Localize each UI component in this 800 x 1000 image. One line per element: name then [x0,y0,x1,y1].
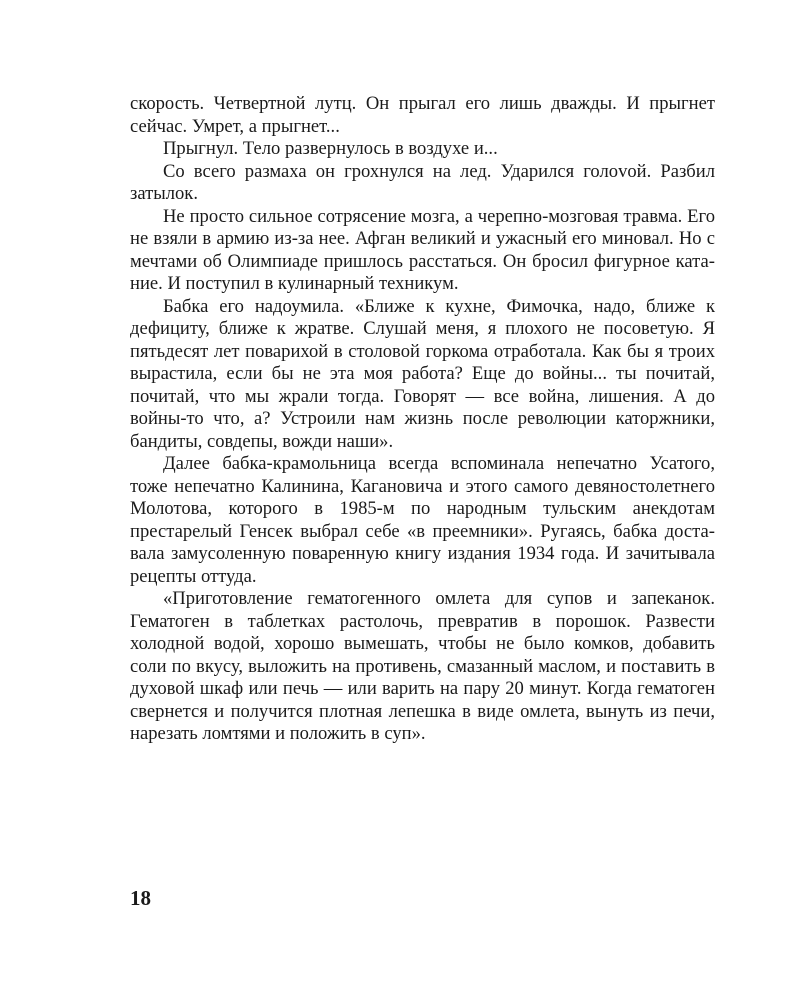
paragraph-4: Не просто сильное сотрясение мозга, а черепно-мозговая травма. Его не взяли в армию из-за нее. Афган великий и ужасный его миновал. Но с мечтами об Олимпиаде пришлось расстаться. Он бросил фигурное катание. И поступил в кулинарный техникум. [130,205,715,294]
paragraph-1: скорость. Четвертной лутц. Он прыгал его лишь дважды. И прыгнет сейчас. Умрет, а прыгнет... [130,93,715,137]
paragraph-7: «Приготовление гематогенного омлета для супов и запеканок. Гематоген в таблетках растолочь, превратив в порошок. Развести холодной водой, хорошо вымешать, чтобы не было комков, добавить соли по вкусу, выложить на противень, смазанный маслом, и поставить в духовой шкаф или печь — или варить на пару 20 минут. Когда гематоген свернется и получится плотная лепешка в виде омлета, вынуть из печи, нарезать ломтями и положить в суп». [130,588,715,744]
paragraph-5: Бабка его надоумила. «Ближе к кухне, Фимочка, надо, ближе к дефициту, ближе к жратве. Слушай меня, я плохого не посоветую. Я пятьдесят лет поварихой в столовой горкома отработала. Как бы я троих вырастила, если бы не эта моя работа? Еще до войны... ты почитай, почитай, что мы жрали тогда. Говорят — все война, лишения. А до войны-то что, а? Устроили нам жизнь после революции каторжники, бандиты, совдепы, вожди наши». [130,295,715,452]
paragraph-6: Далее бабка-крамольница всегда вспоминала непечатно Усатого, тоже непечатно Калинина, Кагановича и этого самого девяностолетнего Молотова, которого в 1985-м по народным тульским анекдотам престарелый Генсек выбрал себе «в преемники». Ругаясь, бабка доставала замусоленную поваренную книгу издания 1934 года. И зачитывала рецепты оттуда. [130,453,715,587]
page-body [130,93,715,746]
paragraph-2: Прыгнул. Тело развернулось в воздухе и... [163,138,498,159]
page-number: 18 [130,886,151,910]
paragraph-3: Со всего размаха он грохнулся на лед. Ударился голоvой. Разбил затылок. [130,160,715,204]
